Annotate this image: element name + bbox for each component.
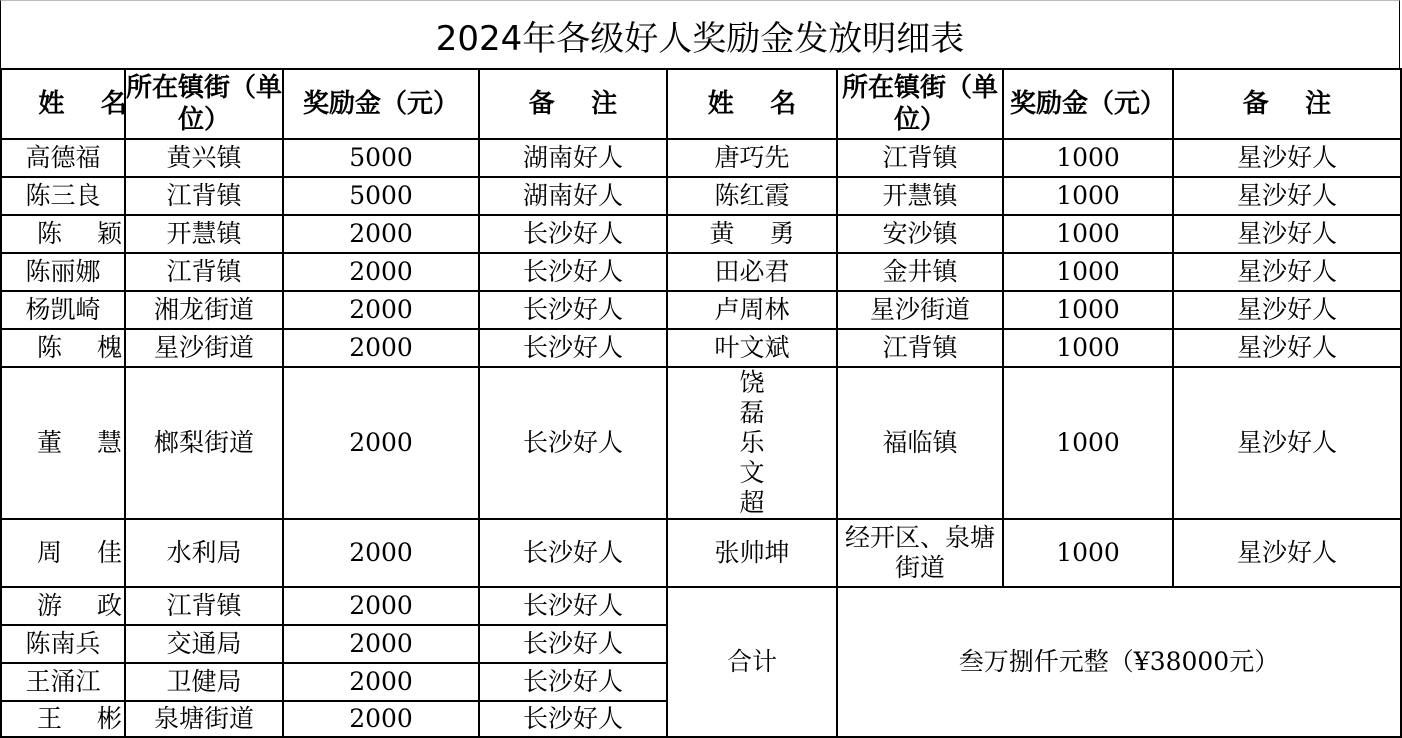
town-cell: 泉塘街道	[125, 701, 283, 737]
total-value: 叁万捌仟元整（¥38000元）	[837, 587, 1401, 737]
note-cell: 长沙好人	[479, 367, 667, 519]
amount-cell: 2000	[283, 663, 479, 701]
note-cell: 星沙好人	[1173, 253, 1401, 291]
col-header-note-left: 备注	[479, 69, 667, 139]
amount-cell: 2000	[283, 329, 479, 367]
town-cell: 江背镇	[125, 177, 283, 215]
name-cell: 叶文斌	[667, 329, 837, 367]
name-cell: 陈丽娜	[1, 253, 125, 291]
note-cell: 星沙好人	[1173, 215, 1401, 253]
name-cell: 张帅坤	[667, 519, 837, 587]
col-header-town-right: 所在镇街（单位）	[837, 69, 1003, 139]
table-row	[1, 587, 1401, 625]
town-cell: 星沙街道	[125, 329, 283, 367]
amount-cell: 5000	[283, 177, 479, 215]
name-cell: 饶磊乐文超	[667, 367, 837, 519]
note-cell: 湖南好人	[479, 177, 667, 215]
table-title: 2024年各级好人奖励金发放明细表	[0, 0, 1400, 70]
amount-cell: 2000	[283, 215, 479, 253]
amount-cell: 1000	[1003, 367, 1173, 519]
name-cell: 卢周林	[667, 291, 837, 329]
total-label: 合计	[667, 587, 837, 737]
name-cell: 陈南兵	[1, 625, 125, 663]
amount-cell: 1000	[1003, 329, 1173, 367]
town-cell: 安沙镇	[837, 215, 1003, 253]
col-header-amount-left: 奖励金（元）	[283, 69, 479, 139]
col-header-name-right: 姓名	[667, 69, 837, 139]
town-cell: 湘龙街道	[125, 291, 283, 329]
note-cell: 长沙好人	[479, 663, 667, 701]
table-row	[1, 291, 1401, 329]
amount-cell: 2000	[283, 367, 479, 519]
name-cell: 田必君	[667, 253, 837, 291]
name-cell: 高德福	[1, 139, 125, 177]
name-cell: 黄勇	[667, 215, 837, 253]
name-cell: 游政	[1, 587, 125, 625]
table-row	[1, 139, 1401, 177]
name-cell: 陈红霞	[667, 177, 837, 215]
town-cell: 开慧镇	[837, 177, 1003, 215]
note-cell: 长沙好人	[479, 215, 667, 253]
amount-cell: 2000	[283, 625, 479, 663]
name-cell: 杨凯崎	[1, 291, 125, 329]
name-cell: 唐巧先	[667, 139, 837, 177]
town-cell: 开慧镇	[125, 215, 283, 253]
note-cell: 长沙好人	[479, 291, 667, 329]
col-header-amount-right: 奖励金（元）	[1003, 69, 1173, 139]
name-cell: 董慧	[1, 367, 125, 519]
name-cell: 陈槐	[1, 329, 125, 367]
town-cell: 黄兴镇	[125, 139, 283, 177]
note-cell: 长沙好人	[479, 329, 667, 367]
amount-cell: 1000	[1003, 519, 1173, 587]
table-row	[1, 519, 1401, 587]
col-header-name-left: 姓名	[1, 69, 125, 139]
note-cell: 长沙好人	[479, 625, 667, 663]
note-cell: 星沙好人	[1173, 329, 1401, 367]
col-header-town-left: 所在镇街（单位）	[125, 69, 283, 139]
town-cell: 江背镇	[837, 139, 1003, 177]
note-cell: 长沙好人	[479, 701, 667, 737]
town-cell: 金井镇	[837, 253, 1003, 291]
name-cell: 陈三良	[1, 177, 125, 215]
amount-cell: 1000	[1003, 139, 1173, 177]
note-cell: 星沙好人	[1173, 367, 1401, 519]
amount-cell: 1000	[1003, 253, 1173, 291]
name-cell: 陈颖	[1, 215, 125, 253]
name-cell: 周佳	[1, 519, 125, 587]
name-cell: 王彬	[1, 701, 125, 737]
amount-cell: 2000	[283, 291, 479, 329]
amount-cell: 2000	[283, 587, 479, 625]
town-cell: 江背镇	[125, 587, 283, 625]
table-row	[1, 367, 1401, 519]
header-row	[1, 69, 1401, 139]
amount-cell: 5000	[283, 139, 479, 177]
award-table	[0, 68, 1402, 738]
note-cell: 星沙好人	[1173, 177, 1401, 215]
name-cell: 王涌江	[1, 663, 125, 701]
amount-cell: 2000	[283, 519, 479, 587]
town-cell: 福临镇	[837, 367, 1003, 519]
table-row	[1, 215, 1401, 253]
amount-cell: 1000	[1003, 215, 1173, 253]
town-cell: 榔梨街道	[125, 367, 283, 519]
note-cell: 湖南好人	[479, 139, 667, 177]
note-cell: 星沙好人	[1173, 519, 1401, 587]
town-cell: 卫健局	[125, 663, 283, 701]
amount-cell: 2000	[283, 253, 479, 291]
amount-cell: 1000	[1003, 177, 1173, 215]
note-cell: 长沙好人	[479, 519, 667, 587]
town-cell: 星沙街道	[837, 291, 1003, 329]
amount-cell: 1000	[1003, 291, 1173, 329]
amount-cell: 2000	[283, 701, 479, 737]
table-row	[1, 329, 1401, 367]
note-cell: 星沙好人	[1173, 291, 1401, 329]
town-cell: 江背镇	[125, 253, 283, 291]
town-cell: 交通局	[125, 625, 283, 663]
table-row	[1, 253, 1401, 291]
col-header-note-right: 备注	[1173, 69, 1401, 139]
town-cell: 经开区、泉塘街道	[837, 519, 1003, 587]
town-cell: 江背镇	[837, 329, 1003, 367]
note-cell: 长沙好人	[479, 587, 667, 625]
town-cell: 水利局	[125, 519, 283, 587]
table-row	[1, 177, 1401, 215]
note-cell: 星沙好人	[1173, 139, 1401, 177]
note-cell: 长沙好人	[479, 253, 667, 291]
